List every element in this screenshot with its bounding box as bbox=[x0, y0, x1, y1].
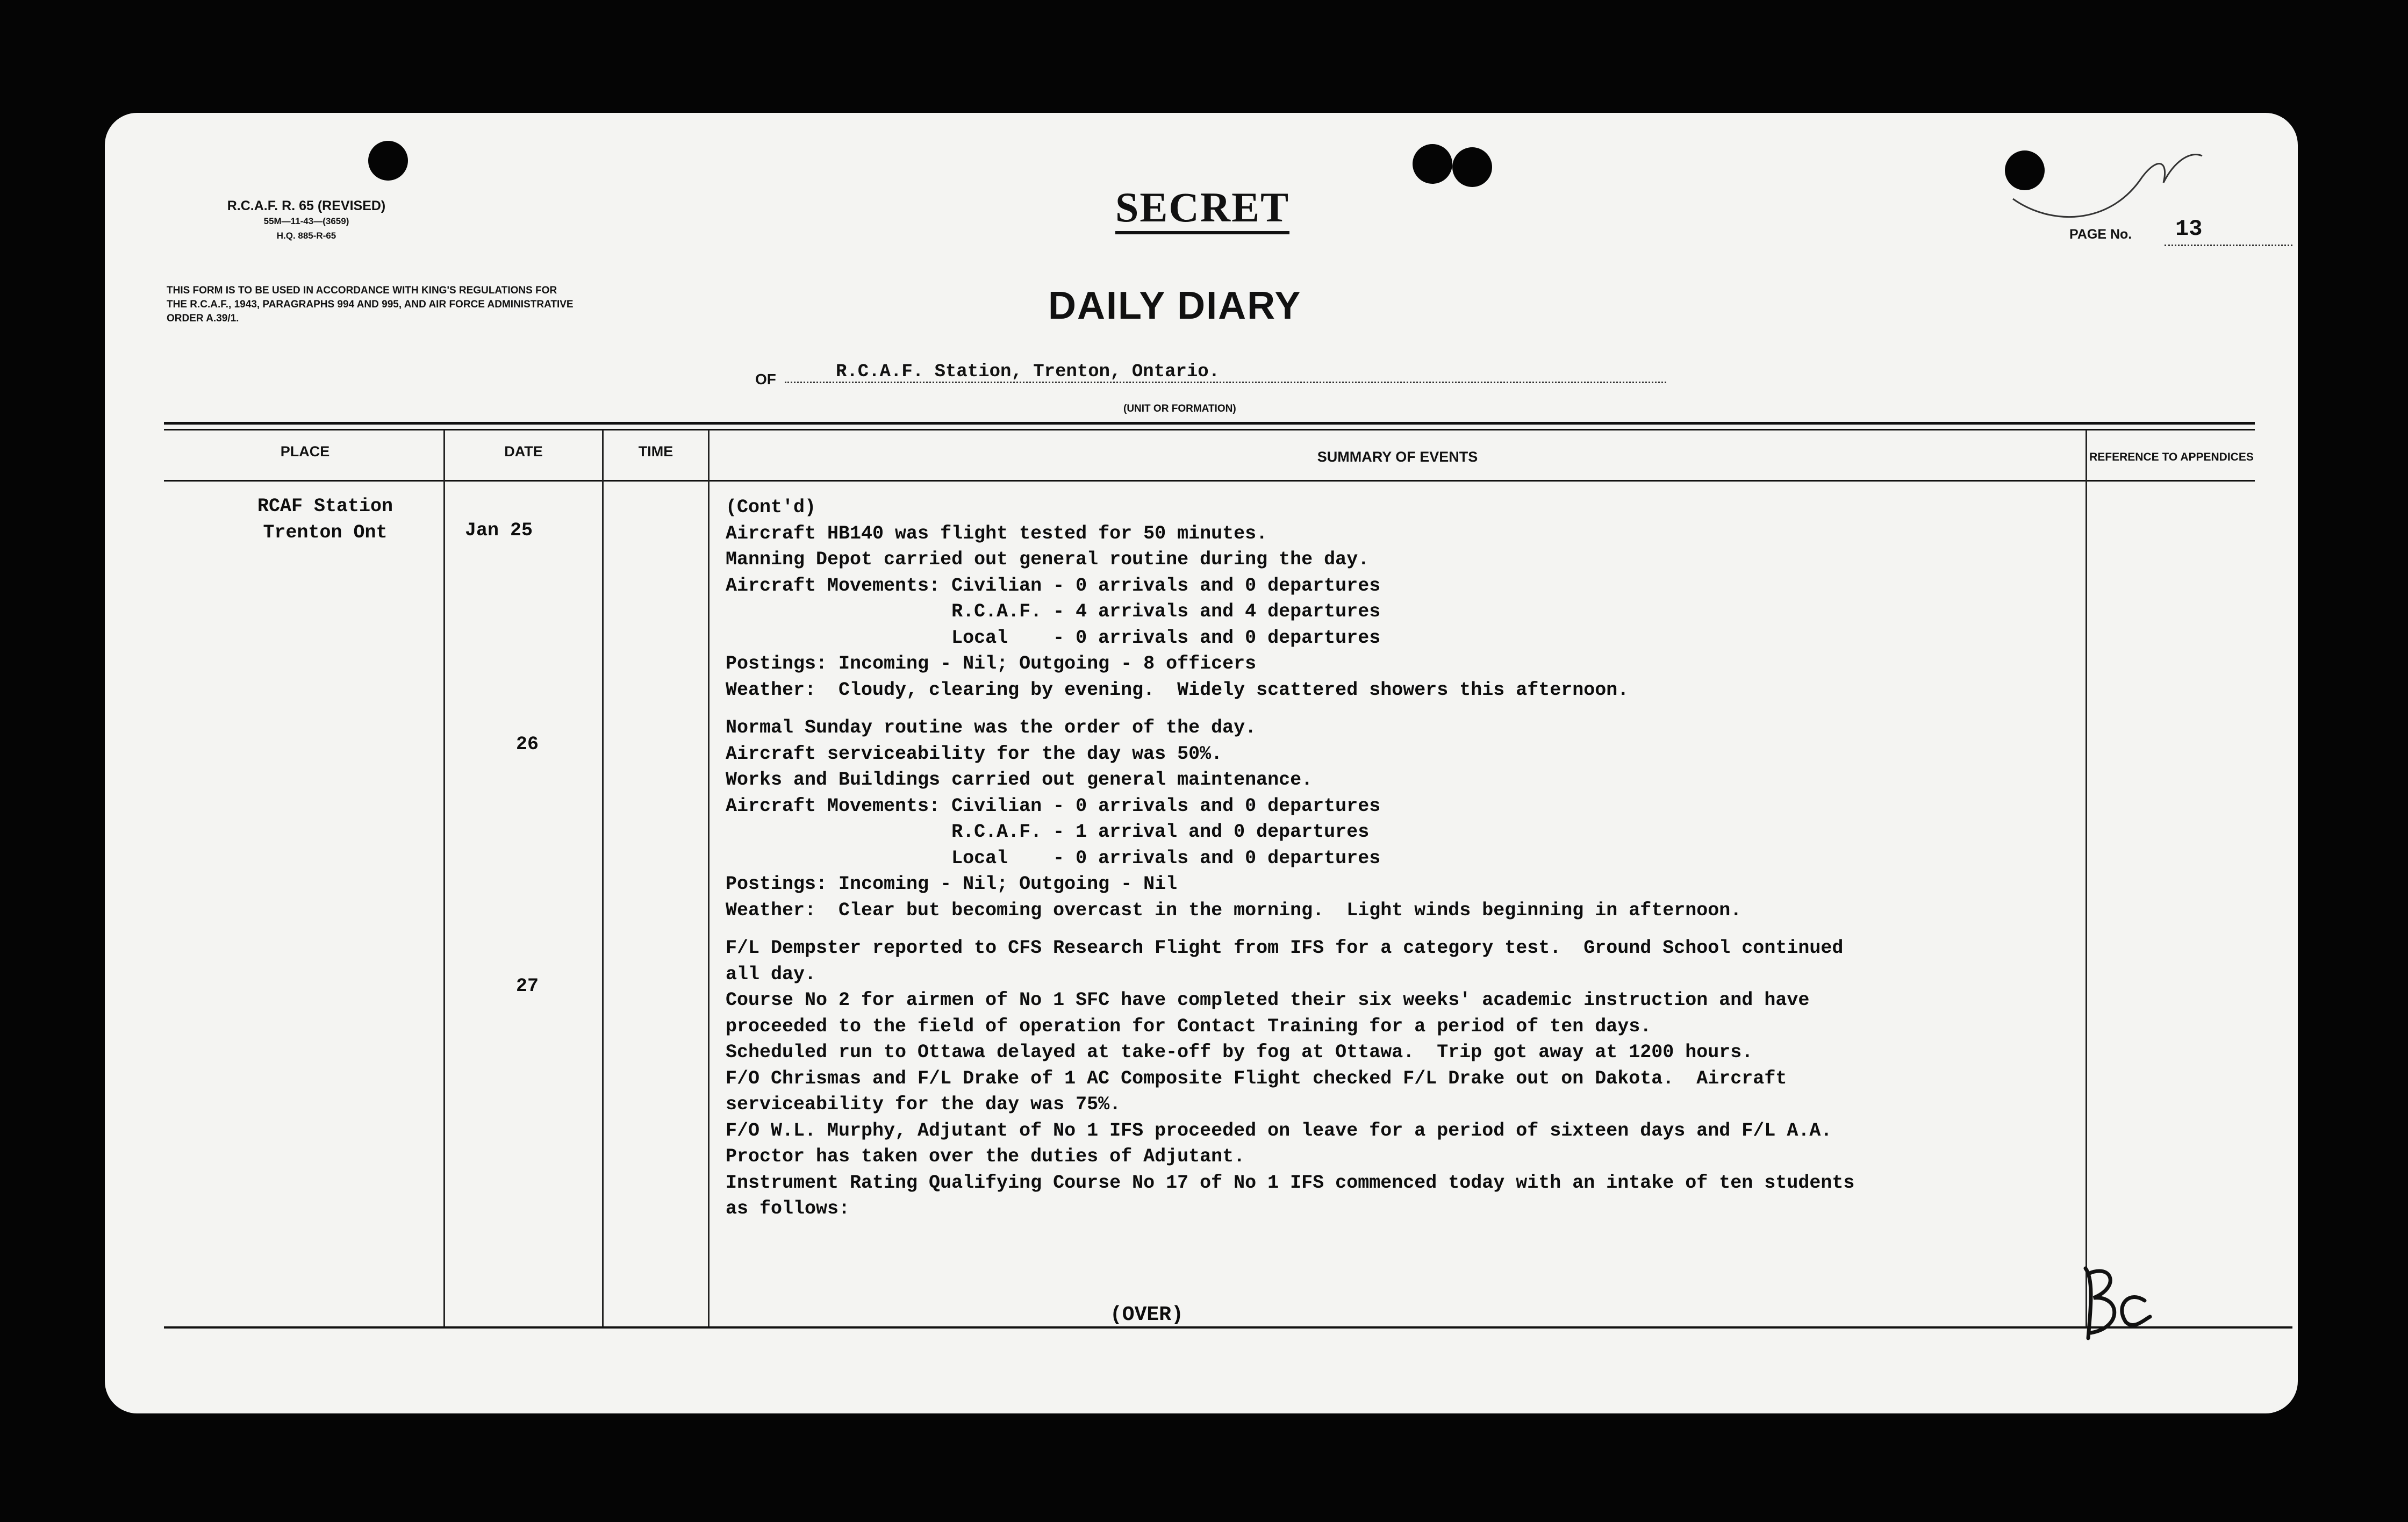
entry-jan-25 bbox=[726, 494, 2123, 703]
unit-name: R.C.A.F. Station, Trenton, Ontario. bbox=[836, 362, 1220, 382]
form-instructions: THIS FORM IS TO BE USED IN ACCORDANCE WITH KING'S REGULATIONS FOR THE R.C.A.F., 1943, PARAGRAPHS 994 AND 995, AND AIR FORCE ADMINISTRATIVE ORDER A.39/1. bbox=[167, 285, 574, 324]
form-identifier bbox=[180, 198, 433, 243]
entry-line: Aircraft Movements: Civilian - 0 arrivals and 0 departures bbox=[726, 575, 1381, 597]
handwritten-initials bbox=[2069, 1258, 2155, 1344]
entry-line: Proctor has taken over the duties of Adjutant. bbox=[726, 1146, 1245, 1167]
page-number: 13 bbox=[2175, 216, 2203, 242]
place-line: RCAF Station bbox=[257, 496, 393, 517]
entry-line: (Cont'd) bbox=[726, 497, 816, 518]
entry-line: R.C.A.F. - 1 arrival and 0 departures bbox=[726, 821, 1370, 843]
unit-caption: (UNIT OR FORMATION) bbox=[1123, 403, 1236, 414]
diary-form-card bbox=[105, 113, 2298, 1413]
entry-line: Course No 2 for airmen of No 1 SFC have completed their six weeks' academic instruction and have bbox=[726, 989, 1810, 1011]
page-number-label: PAGE No. bbox=[2069, 227, 2132, 242]
hq-code: H.Q. 885-R-65 bbox=[276, 231, 336, 241]
page-number-line bbox=[2165, 245, 2292, 246]
date-entry: Jan 25 bbox=[465, 520, 533, 541]
date-entry: 27 bbox=[516, 975, 539, 997]
entry-line: Local - 0 arrivals and 0 departures bbox=[726, 847, 1381, 869]
entry-line: serviceability for the day was 75%. bbox=[726, 1094, 1121, 1115]
of-label: OF bbox=[755, 371, 776, 387]
column-divider bbox=[443, 430, 445, 1326]
entry-line: Postings: Incoming - Nil; Outgoing - 8 officers bbox=[726, 653, 1257, 674]
column-header-place: PLACE bbox=[280, 443, 330, 460]
entry-jan-27 bbox=[726, 935, 2123, 1222]
entry-line: Local - 0 arrivals and 0 departures bbox=[726, 627, 1381, 649]
punch-hole bbox=[1452, 147, 1492, 187]
form-number: R.C.A.F. R. 65 (REVISED) bbox=[227, 198, 386, 213]
column-divider bbox=[708, 430, 710, 1326]
column-divider bbox=[602, 430, 604, 1326]
entry-line: Manning Depot carried out general routine during the day. bbox=[726, 549, 1370, 570]
column-header-rule bbox=[164, 480, 2255, 482]
page-title: DAILY DIARY bbox=[1048, 284, 1302, 327]
entry-line: Weather: Cloudy, clearing by evening. Widely scattered showers this afternoon. bbox=[726, 679, 1629, 701]
entry-jan-26 bbox=[726, 715, 2123, 923]
column-header-time: TIME bbox=[638, 443, 673, 460]
entry-line: as follows: bbox=[726, 1198, 850, 1219]
entry-line: Aircraft serviceability for the day was 50%. bbox=[726, 743, 1223, 765]
column-header-date: DATE bbox=[504, 443, 543, 460]
entry-line: F/O W.L. Murphy, Adjutant of No 1 IFS proceeded on leave for a period of sixteen days and F/L A.A. bbox=[726, 1119, 1832, 1142]
entry-line: Works and Buildings carried out general maintenance. bbox=[726, 769, 1313, 791]
classification-heading: SECRET bbox=[1115, 184, 1289, 234]
entry-line: proceeded to the field of operation for Contact Training for a period of ten days. bbox=[726, 1015, 1652, 1037]
place-entry bbox=[212, 493, 438, 546]
punch-hole bbox=[1413, 144, 1452, 184]
entry-line: F/L Dempster reported to CFS Research Flight from IFS for a category test. Ground School continued bbox=[726, 937, 1844, 959]
entry-line: Aircraft Movements: Civilian - 0 arrivals and 0 departures bbox=[726, 795, 1381, 817]
place-line: Trenton Ont bbox=[263, 522, 388, 543]
date-entry: 26 bbox=[516, 734, 539, 755]
print-code: 55M—11-43—(3659) bbox=[263, 216, 349, 226]
bottom-rule bbox=[164, 1326, 2292, 1329]
entry-line: Normal Sunday routine was the order of the day. bbox=[726, 717, 1257, 738]
entry-line: Instrument Rating Qualifying Course No 17 of No 1 IFS commenced today with an intake of ten students bbox=[726, 1172, 1855, 1194]
column-header-reference: REFERENCE TO APPENDICES bbox=[2089, 451, 2254, 463]
pencil-mark bbox=[2002, 145, 2206, 231]
summary-of-events bbox=[726, 494, 2123, 1222]
column-header-summary: SUMMARY OF EVENTS bbox=[1317, 449, 1478, 465]
header-rule bbox=[164, 429, 2255, 430]
entry-line: all day. bbox=[726, 963, 816, 985]
entry-line: Weather: Clear but becoming overcast in the morning. Light winds beginning in afternoon. bbox=[726, 899, 1742, 921]
entry-line: R.C.A.F. - 4 arrivals and 4 departures bbox=[726, 601, 1381, 622]
header-rule bbox=[164, 422, 2255, 425]
entry-line: Aircraft HB140 was flight tested for 50 minutes. bbox=[726, 522, 1268, 544]
entry-line: Postings: Incoming - Nil; Outgoing - Nil bbox=[726, 873, 1178, 895]
entry-line: Scheduled run to Ottawa delayed at take-off by fog at Ottawa. Trip got away at 1200 hours. bbox=[726, 1042, 1753, 1063]
entry-line: F/O Chrismas and F/L Drake of 1 AC Composite Flight checked F/L Drake out on Dakota. Aircraft bbox=[726, 1067, 1787, 1089]
punch-hole bbox=[368, 141, 408, 181]
over-note: (OVER) bbox=[1110, 1303, 1184, 1326]
